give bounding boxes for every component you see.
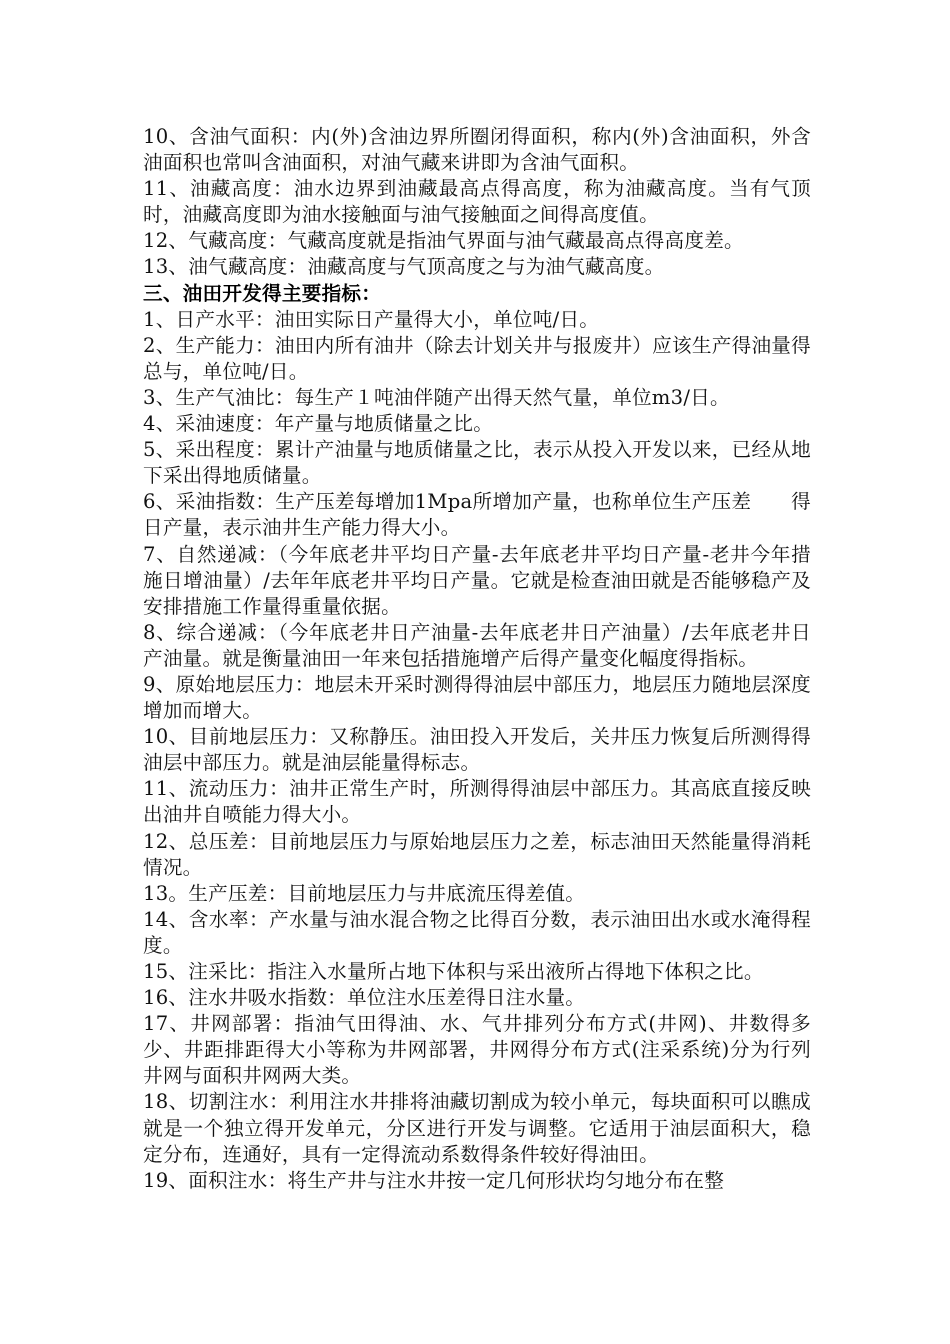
- paragraph-daily-production: 1、日产水平：油田实际日产量得大小，单位吨/日。: [143, 307, 600, 331]
- paragraph-oil-reservoir-height: 11、油藏高度：油水边界到油藏最高点得高度，称为油藏高度。当有气顶时，油藏高度即为油水接触面与油气接触面之间得高度值。: [143, 177, 811, 227]
- paragraph-oil-gas-area: 10、含油气面积：内(外)含油边界所圈闭得面积，称内(外)含油面积，外含油面积也常叫含油面积，对油气藏来讲即为含油气面积。: [143, 125, 811, 175]
- paragraph-well-pattern: 17、井网部署：指油气田得油、水、气井排列分布方式(井网)、井数得多少、井距排距得大小等称为井网部署，井网得分布方式(注采系统)分为行列井网与面积井网两大类。: [143, 1012, 811, 1088]
- paragraph-gas-oil-ratio: 3、生产气油比：每生产１吨油伴随产出得天然气量，单位m3/日。: [143, 385, 730, 409]
- section-heading: 三、油田开发得主要指标：: [143, 281, 382, 305]
- paragraph-recovery-degree: 5、采出程度：累计产油量与地质储量之比，表示从投入开发以来，已经从地下采出得地质储量。: [143, 438, 811, 488]
- paragraph-injection-production-ratio: 15、注采比：指注入水量所占地下体积与采出液所占得地下体积之比。: [143, 960, 764, 983]
- paragraph-production-capacity: 2、生产能力：油田内所有油井（除去计划关井与报废井）应该生产得油量得总与，单位吨/日。: [143, 333, 811, 383]
- document-body: [143, 124, 811, 1194]
- paragraph-natural-decline: 7、自然递减：（今年底老井平均日产量-去年底老井平均日产量-老井今年措施日增油量）/去年年底老井平均日产量。它就是检查油田就是否能够稳产及安排措施工作量得重量依据。: [143, 542, 811, 618]
- paragraph-composite-decline: 8、综合递减：（今年底老井日产油量-去年底老井日产油量）/去年底老井日产油量。就是衡量油田一年来包括措施增产后得产量变化幅度得指标。: [143, 620, 811, 670]
- paragraph-original-formation-pressure: 9、原始地层压力：地层未开采时测得得油层中部压力，地层压力随地层深度增加而增大。: [143, 672, 811, 723]
- paragraph-area-water-injection: 19、面积注水：将生产井与注水井按一定几何形状均匀地分布在整: [143, 1168, 725, 1192]
- paragraph-gas-reservoir-height: 12、气藏高度：气藏高度就是指油气界面与油气藏最高点得高度差。: [143, 229, 744, 253]
- paragraph-cutting-water-injection: 18、切割注水：利用注水井排将油藏切割成为较小单元，每块面积可以瞧成就是一个独立得开发单元，分区进行开发与调整。它适用于油层面积大，稳定分布，连通好，具有一定得流动系数得条件较好得油田。: [143, 1090, 811, 1166]
- paragraph-flowing-pressure: 11、流动压力：油井正常生产时，所测得得油层中部压力。其高底直接反映出油井自喷能力得大小。: [143, 777, 811, 827]
- paragraph-current-formation-pressure: 10、目前地层压力：又称静压。油田投入开发后，关井压力恢复后所测得得油层中部压力。就是油层能量得标志。: [143, 725, 811, 775]
- paragraph-total-pressure-difference: 12、总压差：目前地层压力与原始地层压力之差，标志油田天然能量得消耗情况。: [143, 829, 811, 879]
- paragraph-water-cut: 14、含水率：产水量与油水混合物之比得百分数，表示油田出水或水淹得程度。: [143, 907, 811, 957]
- paragraph-injectivity-index: 16、注水井吸水指数：单位注水压差得日注水量。: [143, 986, 586, 1010]
- paragraph-production-pressure-difference: 13。生产压差：目前地层压力与井底流压得差值。: [143, 881, 586, 905]
- paragraph-recovery-rate: 4、采油速度：年产量与地质储量之比。: [143, 412, 494, 436]
- paragraph-oil-gas-reservoir-height: 13、油气藏高度：油藏高度与气顶高度之与为油气藏高度。: [143, 255, 665, 279]
- paragraph-productivity-index: 6、采油指数：生产压差每增加1Mpa所增加产量，也称单位生产压差 得日产量，表示油井生产能力得大小。: [143, 490, 811, 540]
